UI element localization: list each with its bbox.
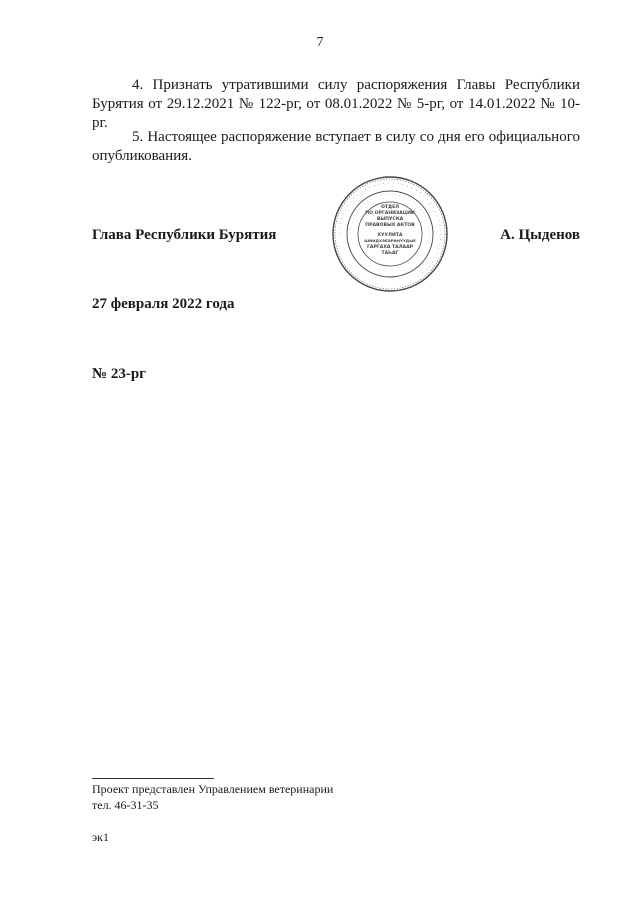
seal-line-4: ПРАВОВЫХ АКТОВ <box>365 223 415 228</box>
document-date: 27 февраля 2022 года <box>92 296 235 312</box>
seal-line-3: ВЫПУСКА <box>376 217 404 222</box>
signer-name: А. Цыденов <box>500 227 580 243</box>
signer-position: Глава Республики Бурятия <box>92 227 277 243</box>
seal-line-1: ОТДЕЛ <box>380 205 400 210</box>
document-number: № 23-рг <box>92 366 146 382</box>
paragraph-5: 5. Настоящее распоряжение вступает в силу со дня его официального опубликования. <box>92 129 580 164</box>
seal-line-8: ТАҺАГ <box>381 251 399 256</box>
paragraph-4: 4. Признать утратившими силу распоряжения Главы Республики Бурятия от 29.12.2021 № 122-рг, от 08.01.2022 № 5-рг, от 14.01.2022 № 10-рг. <box>92 77 580 131</box>
seal-line-6: ШИИДХЭБЭРИНҮҮДЫЕ <box>364 238 416 243</box>
footnote-project-note: Проект представлен Управлением ветеринарии <box>92 782 334 796</box>
footnote-divider <box>92 778 214 779</box>
footnote-phone: тел. 46-31-35 <box>92 798 159 812</box>
seal-line-2: ПО ОРГАНИЗАЦИИ <box>365 211 415 216</box>
seal-line-7: ГАРГАХА ТАЛААР <box>366 245 414 250</box>
official-seal-icon <box>330 174 450 294</box>
page-number: 7 <box>316 35 324 50</box>
footnote-copies: эк1 <box>92 830 109 844</box>
seal-line-5: ХУУЛИТА <box>377 233 403 238</box>
svg-text:· · · · · · · · · · · · · · ·: · · · · · · · · · · · · · · · · · · · · · · · · · · · · · · · · · · · · · · · · · · · · <box>336 180 444 279</box>
svg-text:· · · · · · · · · · · · · · ·: · · · · · · · · · · · · · · · · · · · · · · · · · · · · · · · · · · · · <box>348 192 432 243</box>
